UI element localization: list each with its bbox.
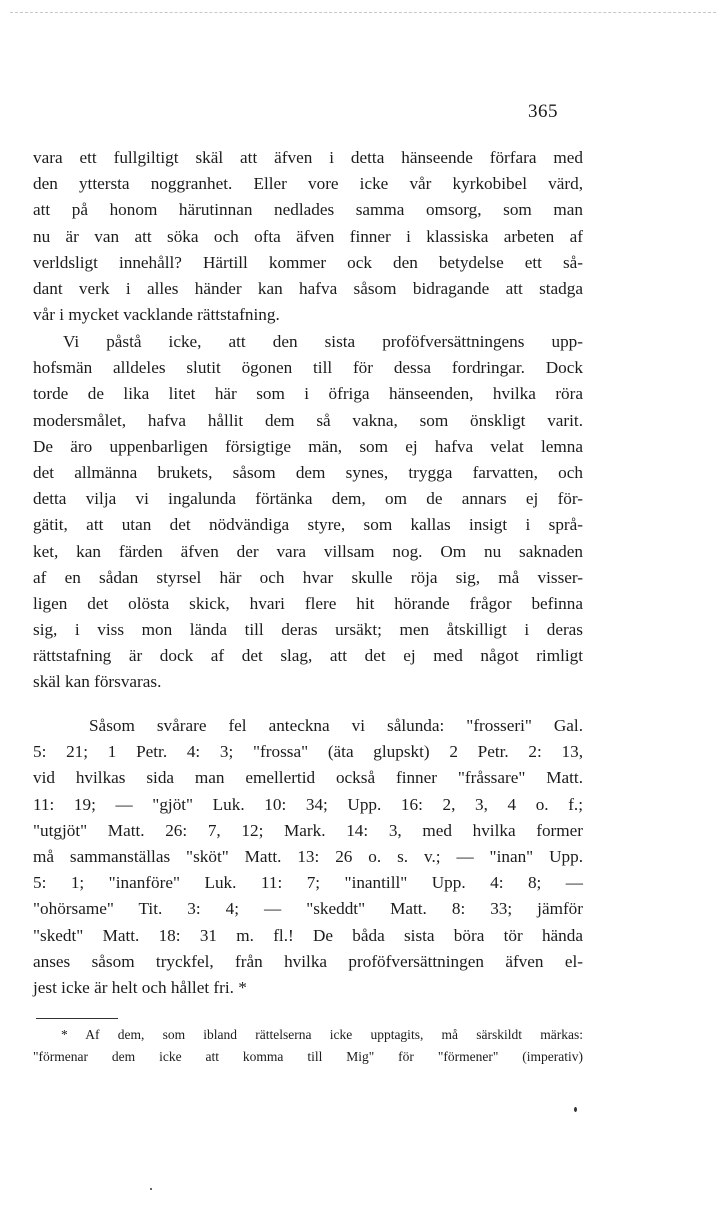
text-line: rättstafning är dock af det slag, att det ej med något rimligt	[33, 646, 583, 666]
text-line: nu är van att söka och ofta äfven finner i klassiska arbeten af	[33, 226, 583, 246]
text-line: att på honom härutinnan nedlades samma omsorg, som man	[33, 200, 583, 220]
text-line: 5: 21; 1 Petr. 4: 3; "frossa" (äta glupskt) 2 Petr. 2: 13,	[33, 742, 583, 762]
print-speck	[574, 1107, 577, 1112]
footnote-divider	[36, 1018, 118, 1019]
text-line: verldsligt innehåll? Härtill kommer ock den betydelse ett så-	[33, 252, 583, 272]
text-line: De äro uppenbarligen försigtige män, som ej hafva velat lemna	[33, 436, 583, 456]
text-line: Såsom svårare fel anteckna vi sålunda: "frosseri" Gal.	[89, 716, 583, 735]
text-line: ligen det olösta skick, hvari flere hit hörande frågor befinna	[33, 593, 583, 613]
text-line: torde de lika litet här som i öfriga hänseenden, hvilka röra	[33, 384, 583, 404]
print-speck	[150, 1188, 152, 1190]
text-line: jest icke är helt och hållet fri. *	[33, 977, 247, 997]
text-line: skäl kan försvaras.	[33, 672, 162, 692]
text-line: Vi påstå icke, att den sista proföfversättningens upp-	[63, 332, 583, 351]
paragraph-1	[33, 145, 583, 328]
footnote	[33, 1024, 583, 1068]
text-line: hofsmän alldeles slutit ögonen till för dessa fordringar. Dock	[33, 358, 583, 378]
text-line: "utgjöt" Matt. 26: 7, 12; Mark. 14: 3, med hvilka former	[33, 820, 583, 840]
paragraph-3	[33, 713, 583, 1001]
text-line: dant verk i alles händer kan hafva såsom bidragande att stadga	[33, 278, 583, 298]
paragraph-2	[33, 329, 583, 696]
text-line: "ohörsame" Tit. 3: 4; — "skeddt" Matt. 8: 33; jämför	[33, 899, 583, 919]
text-line: vår i mycket vacklande rättstafning.	[33, 305, 280, 325]
text-line: detta vilja vi ingalunda förtänka dem, om de annars ej för-	[33, 489, 583, 509]
footnote-line: "förmenar dem icke att komma till Mig" för "förmener" (imperativ)	[33, 1049, 583, 1064]
text-line: anses såsom tryckfel, från hvilka proföfversättningen äfven el-	[33, 951, 583, 971]
text-line: sig, i viss mon lända till deras ursäkt; men åtskilligt i deras	[33, 620, 583, 640]
text-line: den yttersta noggranhet. Eller vore icke vår kyrkobibel värd,	[33, 174, 583, 194]
text-line: må sammanställas "sköt" Matt. 13: 26 o. s. v.; — "inan" Upp.	[33, 846, 583, 866]
page-number: 365	[528, 101, 558, 122]
text-line: vara ett fullgiltigt skäl att äfven i detta hänseende förfara med	[33, 148, 583, 167]
text-line: 11: 19; — "gjöt" Luk. 10: 34; Upp. 16: 2, 3, 4 o. f.;	[33, 794, 583, 814]
footnote-line: * Af dem, som ibland rättelserna icke upptagits, må särskildt märkas:	[61, 1027, 583, 1042]
text-line: "skedt" Matt. 18: 31 m. fl.! De båda sista böra tör hända	[33, 925, 583, 945]
text-line: af en sådan styrsel här och hvar skulle röja sig, må visser-	[33, 567, 583, 587]
text-line: det allmänna brukets, såsom dem synes, trygga farvatten, och	[33, 462, 583, 482]
top-edge-rule	[10, 12, 716, 13]
text-line: vid hvilkas sida man emellertid också finner "fråssare" Matt.	[33, 768, 583, 788]
text-line: gätit, att utan det nödvändiga styre, som kallas insigt i språ-	[33, 515, 583, 535]
text-line: modersmålet, hafva hållit dem så vakna, som önskligt varit.	[33, 410, 583, 430]
text-line: ket, kan färden äfven der vara villsam nog. Om nu saknaden	[33, 541, 583, 561]
text-line: 5: 1; "inanföre" Luk. 11: 7; "inantill" Upp. 4: 8; —	[33, 873, 583, 893]
